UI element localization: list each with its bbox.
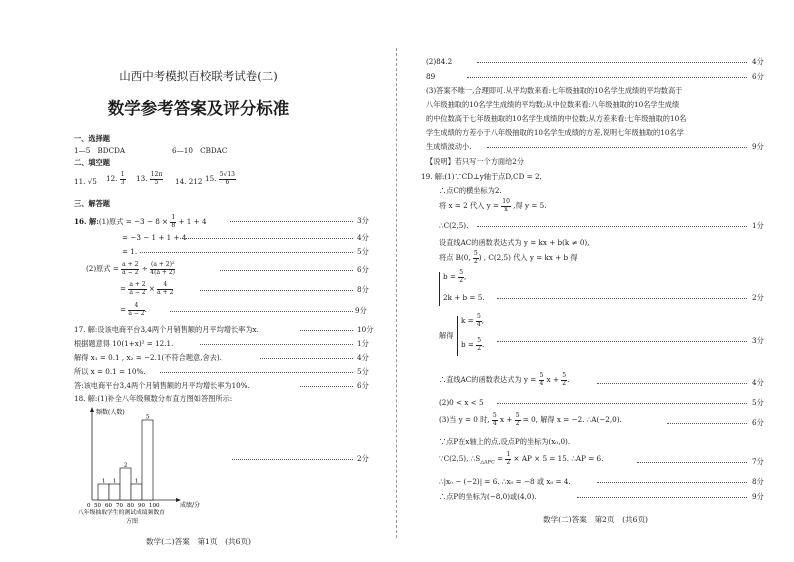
q17-line-1: 17. 解:设该电商平台3,4两个月销售额的月平均增长率为x. <box>74 325 259 334</box>
q19-line-4: ∴C(2,5). <box>439 221 469 230</box>
leader-dots <box>180 238 353 239</box>
hist-y-arrow <box>90 407 94 412</box>
score-q19-1: 1分 <box>752 221 764 230</box>
score-q17-3: 4分 <box>357 353 369 362</box>
hist-tick-label: 60 <box>105 503 112 509</box>
q18-line-1: 18. 解:(1)补全八年级频数分布直方图如答图所示: <box>74 394 233 403</box>
score-q18-1: 2分 <box>357 454 369 463</box>
q18-part2-answer: (2)84.2 <box>426 57 453 66</box>
leader-dots <box>220 270 353 271</box>
hist-bar-label: 1 <box>112 478 117 485</box>
q16-line-4: (2)原式 = $\frac{a + 2}{a - 2}$ ÷ $\frac{\text{(a + 2)²}}{4(a + 2)}$ <box>86 261 176 276</box>
leader-dots <box>200 290 353 291</box>
hist-bar-label: 1 <box>134 478 139 485</box>
q19-line-13: ∵C(2,5), $\therefore S_{\triangle APC}$ = $\frac{1}{2}$ × AP × 5 = 15. ∴AP = 6. <box>439 451 604 466</box>
system-brace-2 <box>457 316 458 356</box>
hist-caption-line-2: 方图 <box>126 518 139 525</box>
leader-dots <box>487 147 747 148</box>
q19-line-8: 解得 <box>439 331 454 340</box>
fill-answer-14: 14. 212 <box>175 177 203 186</box>
hist-y-label: 频数(人数) <box>96 409 125 416</box>
page-footer-1: 数学(二)答案 第1页 (共6页) <box>145 537 252 546</box>
q18-part3-line-5: 生成绩波动小. <box>426 142 472 151</box>
score-q18-3: 6分 <box>752 72 764 81</box>
score-q19-7: 7分 <box>752 457 764 466</box>
score-q19-5: 5分 <box>752 398 764 407</box>
q17-line-4: 所以 x = 0.1 = 10%. <box>74 367 146 376</box>
q19-line-10: (2)0 < x < 5 <box>439 398 484 407</box>
leader-dots <box>300 386 353 387</box>
hist-caption-line-1: 八年级抽取学生的测试成绩频数直 <box>78 510 165 516</box>
leader-dots <box>497 298 747 299</box>
q19-line-3: 将 x = 2 代入 y = $\frac{10}{x}$ ,得 y = 5. <box>439 198 547 213</box>
hist-tick-label: 50 <box>94 503 101 509</box>
leader-dots <box>260 358 353 359</box>
hist-bar <box>131 484 142 500</box>
fill-answer-11: 11. √5 <box>74 177 97 186</box>
q17-line-2: 根据题意得 10(1+x)² = 12.1. <box>74 339 174 348</box>
q18-part2-answer-b: 89 <box>426 72 436 81</box>
leader-dots <box>497 341 747 342</box>
score-q16-3: 5分 <box>357 247 369 256</box>
leader-dots <box>477 226 747 227</box>
q19-system-2b: b = $\frac{5}{2}$ . <box>461 337 485 352</box>
score-q17-2: 1分 <box>357 339 369 348</box>
q18-part3-line-1: (3)答案不唯一,合理即可.从平均数来看:七年级抽取的10名学生成绩的平均数高于 <box>426 86 683 95</box>
hist-tick-label: 90 <box>138 503 145 509</box>
fill-answer-12: 12. $\frac{1}{3}$ <box>106 171 125 186</box>
hist-bar <box>142 420 153 500</box>
q19-line-14: ∴|x₀ − (−2)| = 6. ∴x₀ = −8 或 x₀ = 4. <box>439 477 571 486</box>
hist-bar <box>109 484 120 500</box>
q19-system-1a: b = $\frac{5}{2}$ , <box>443 269 467 284</box>
score-q16-4: 6分 <box>357 265 369 274</box>
q19-line-11: (3)当 y = 0 时, $\frac{5}{4}$ x + $\frac{5}{2}$ = 0, 解得 x = −2. ∴A(−2,0). <box>439 412 622 427</box>
leader-dots <box>232 459 353 460</box>
leader-dots <box>140 252 353 253</box>
leader-dots <box>160 372 353 373</box>
section-solution-heading: 三、解答题 <box>74 199 110 208</box>
score-q19-8: 8分 <box>752 477 764 486</box>
q16-line-1: 16. 解:(1)原式 = −3 − 8 × $\frac{1}{8}$ + 1 + 4 <box>74 214 207 229</box>
answer-title: 数学参考答案及评分标准 <box>107 99 290 118</box>
leader-dots <box>577 497 747 498</box>
q17-line-5: 答:该电商平台3,4两个月销售额的月平均增长率为10%. <box>74 381 250 390</box>
q18-part3-line-4: 学生成绩的方差小于八年级抽取的10名学生成绩的方差,说明七年级抽取的10名学 <box>426 128 684 137</box>
leader-dots <box>597 383 747 384</box>
leader-dots <box>230 221 353 222</box>
leader-dots <box>170 311 353 312</box>
leader-dots <box>300 330 353 331</box>
hist-bar <box>120 468 131 500</box>
score-q19-2: 2分 <box>752 293 764 302</box>
hist-tick-label: 100 <box>149 503 160 509</box>
score-q18-2: 4分 <box>752 57 764 66</box>
q19-line-15: ∴点P的坐标为(−8,0)或(4,0). <box>439 492 537 501</box>
hist-origin: 0 <box>87 503 91 509</box>
answer-page-2 <box>397 0 794 562</box>
section-fill-heading: 二、填空题 <box>74 158 110 167</box>
q19-system-2a: k = $\frac{5}{4}$ , <box>461 313 485 328</box>
score-q16-5: 8分 <box>357 285 369 294</box>
score-q19-4: 4分 <box>752 378 764 387</box>
score-q18-4: 9分 <box>752 142 764 151</box>
hist-bar-label: 1 <box>101 478 106 485</box>
fill-answer-15: 15. $\frac{5√13}{6}$ <box>205 171 235 186</box>
q19-line-12: ∵点P在x轴上的点,设点P的坐标为(x₀,0). <box>439 437 571 446</box>
leader-dots <box>637 462 747 463</box>
score-q17-5: 6分 <box>357 381 369 390</box>
score-q19-3: 3分 <box>752 336 764 345</box>
hist-bar-label: 2 <box>123 462 128 469</box>
frequency-histogram <box>78 404 228 519</box>
q19-line-2: ∴点C的横坐标为2. <box>439 186 502 195</box>
page-footer-2: 数学(二)答案 第2页 (共6页) <box>542 515 649 524</box>
system-brace-1 <box>439 272 440 306</box>
q16-line-5: = $\frac{a + 2}{a - 2}$ × $\frac{4}{a + 2}$ <box>120 281 174 296</box>
hist-bar <box>98 484 109 500</box>
q18-note: 【说明】若只写一个方面给2分 <box>426 157 525 166</box>
leader-dots <box>200 344 353 345</box>
leader-dots <box>497 403 747 404</box>
leader-dots <box>467 77 747 78</box>
hist-tick-label: 70 <box>116 503 123 509</box>
score-q16-1: 3分 <box>357 216 369 225</box>
choice-answers-1-5: 1—5 BDCDA <box>74 146 126 155</box>
q18-part3-line-3: 的中位数高于七年级抽取的10名学生成绩的中位数;从方差来看:七年级抽取的10名 <box>426 114 687 123</box>
choice-answers-6-10: 6—10 CBDAC <box>172 146 228 155</box>
hist-x-label: 成绩/分 <box>180 502 201 509</box>
hist-tick-label: 80 <box>127 503 134 509</box>
q16-line-3: = 1. <box>122 247 138 256</box>
q16-line-6: = $\frac{4}{a - 2}$ . <box>120 302 147 317</box>
q18-part3-line-2: 八年级抽取的10名学生成绩的平均数;从中位数来看:八年级抽取的10名学生成绩 <box>426 100 680 109</box>
leader-dots <box>667 423 747 424</box>
section-choice-heading: 一、选择题 <box>74 134 110 143</box>
leader-dots <box>597 482 747 483</box>
score-q16-6: 9分 <box>355 306 367 315</box>
q19-line-5: 设直线AC的函数表达式为 y = kx + b(k ≠ 0), <box>439 238 590 247</box>
score-q16-2: 4分 <box>357 233 369 242</box>
fill-answer-13: 13. $\frac{12\pi}{5}$ <box>136 171 163 186</box>
q16-line-2: = −3 − 1 + 1 + 4 <box>122 233 187 242</box>
hist-bar-label: 5 <box>145 414 150 421</box>
score-q17-4: 5分 <box>357 367 369 376</box>
score-q19-9: 9分 <box>752 492 764 501</box>
score-q19-6: 6分 <box>752 418 764 427</box>
exam-title: 山西中考模拟百校联考试卷(二) <box>119 69 278 83</box>
q19-line-1: 19. 解:(1)∵CD⊥y轴于点D,CD = 2, <box>421 172 542 181</box>
q19-line-9: ∴直线AC的函数表达式为 y = $\frac{5}{4}$ x + $\frac{5}{2}$ . <box>439 372 570 387</box>
leader-dots <box>477 62 747 63</box>
score-q17-1: 10分 <box>357 325 374 334</box>
q19-system-1b: 2k + b = 5. <box>443 293 485 302</box>
q17-line-3: 解得 x₁ = 0.1 , x₂ = −2.1(不符合题意,舍去). <box>74 353 222 362</box>
q19-line-6: 将点 B(0, $\frac{5}{2}$ ) , C(2,5) 代入 y = kx + b 得 <box>439 250 578 265</box>
